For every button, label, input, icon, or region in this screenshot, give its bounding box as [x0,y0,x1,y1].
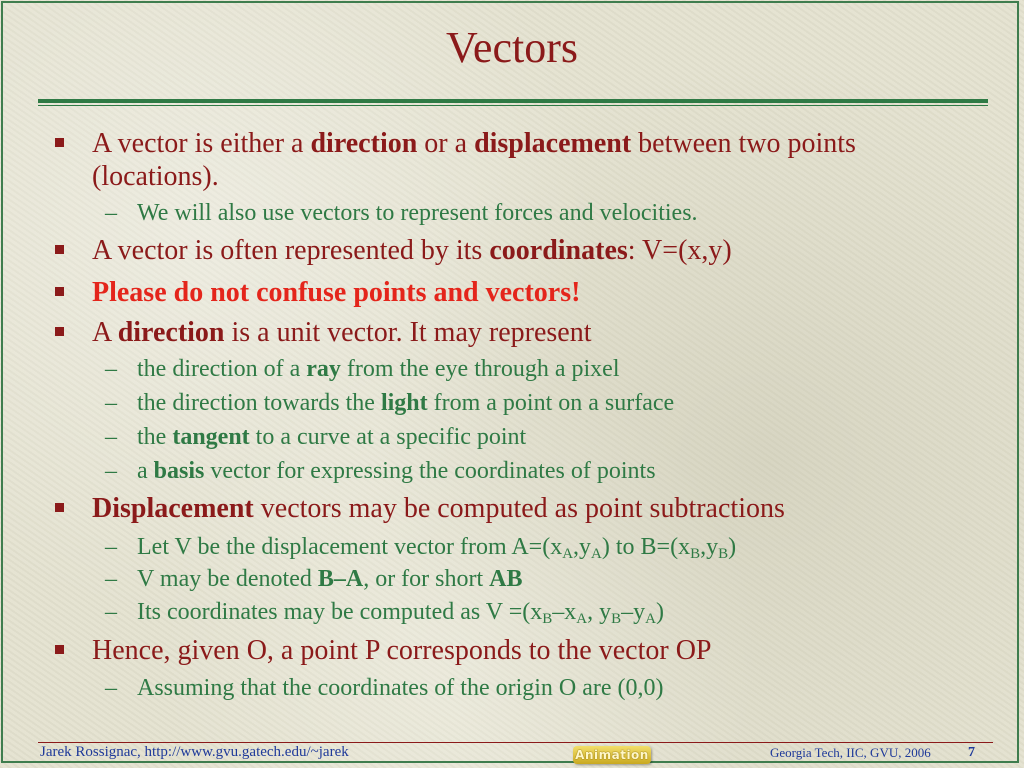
dash-bullet-icon: – [105,356,117,382]
subbullet-origin: – Assuming that the coordinates of the origin O are (0,0) [105,675,664,701]
subbullet-forces: – We will also use vectors to represent forces and velocities. [105,200,698,226]
dash-bullet-icon: – [105,675,117,701]
footer-credit: Georgia Tech, IIC, GVU, 2006 [770,745,931,760]
square-bullet-icon [55,645,64,654]
square-bullet-icon [55,245,64,254]
subbullet-tangent: – the tangent to a curve at a specific point [105,424,527,450]
bullet-vector-definition: A vector is either a direction or a displacement between two points (locations). [92,127,952,193]
dash-bullet-icon: – [105,534,117,560]
dash-bullet-icon: – [105,599,117,625]
animation-button[interactable]: Animation [573,746,651,764]
footer-rule [38,742,993,743]
subbullet-coordinates-computed: – Its coordinates may be computed as $V =(x_B-x_A$, $y_B-y_A$) [105,599,664,627]
square-bullet-icon [55,138,64,147]
slide-title: Vectors [446,23,578,72]
subbullet-light: – the direction towards the light from a point on a surface [105,390,675,416]
square-bullet-icon [55,327,64,336]
dash-bullet-icon: – [105,566,117,592]
bullet-point-vector: Hence, given O, a point P corresponds to the vector OP [92,634,952,667]
bullet-coordinates: A vector is often represented by its coordinates: V=(x,y) [92,234,952,267]
square-bullet-icon [55,287,64,296]
page-number: 7 [968,745,975,760]
square-bullet-icon [55,503,64,512]
subbullet-notation: – V may be denoted B–A, or for short AB [105,566,523,592]
subbullet-ray: – the direction of a ray from the eye through a pixel [105,356,620,382]
subbullet-displacement-definition: – Let V be the displacement vector from $A=(x_A,y_A)$ to $B=(x_B,y_B)$ [105,534,737,562]
footer-author[interactable]: Jarek Rossignac, http://www.gvu.gatech.edu/~jarek [40,744,349,760]
bullet-direction: A direction is a unit vector. It may represent [92,316,952,349]
dash-bullet-icon: – [105,458,117,484]
bullet-warning: Please do not confuse points and vectors! [92,276,952,309]
bullet-displacement: Displacement vectors may be computed as point subtractions [92,492,952,525]
subbullet-basis: – a basis vector for expressing the coordinates of points [105,458,656,484]
dash-bullet-icon: – [105,200,117,226]
dash-bullet-icon: – [105,390,117,416]
dash-bullet-icon: – [105,424,117,450]
